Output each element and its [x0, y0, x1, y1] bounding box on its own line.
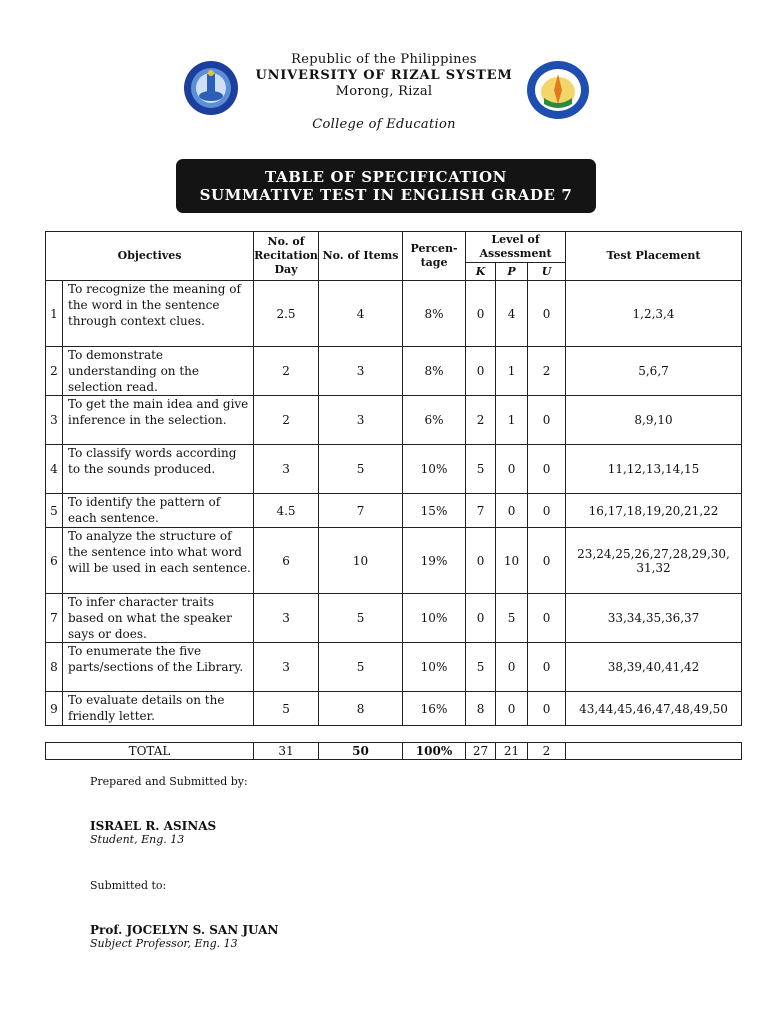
total-recitation: 31 [254, 743, 319, 760]
row-number: 8 [46, 643, 63, 692]
recitation-cell: 5 [254, 692, 319, 726]
total-label: TOTAL [46, 743, 254, 760]
items-cell: 3 [319, 347, 403, 396]
u-cell: 0 [528, 643, 566, 692]
u-cell: 0 [528, 594, 566, 643]
total-placement [566, 743, 742, 760]
items-cell: 5 [319, 594, 403, 643]
table-row [46, 692, 742, 726]
table-row [46, 281, 742, 347]
header-percentage: Percen-tage [403, 232, 466, 281]
percentage-cell: 10% [403, 594, 466, 643]
document-header [0, 52, 768, 132]
header-items: No. of Items [319, 232, 403, 281]
items-cell: 5 [319, 643, 403, 692]
objective-cell: To get the main idea and give inference in the selection. [63, 396, 254, 445]
row-number: 1 [46, 281, 63, 347]
table-row [46, 643, 742, 692]
header-recitation-days: No. of Recitation Day [254, 232, 319, 281]
total-u: 2 [528, 743, 566, 760]
row-number: 2 [46, 347, 63, 396]
objective-cell: To analyze the structure of the sentence into what word will be used in each sentence. [63, 528, 254, 594]
recitation-cell: 2 [254, 347, 319, 396]
k-cell: 0 [466, 281, 496, 347]
university-name: UNIVERSITY OF RIZAL SYSTEM [255, 68, 513, 83]
p-cell: 0 [496, 445, 528, 494]
k-cell: 5 [466, 445, 496, 494]
percentage-cell: 10% [403, 643, 466, 692]
recitation-cell: 6 [254, 528, 319, 594]
specification-table [45, 231, 742, 726]
k-cell: 7 [466, 494, 496, 528]
objective-cell: To demonstrate understanding on the selection read. [63, 347, 254, 396]
header-p: P [496, 263, 528, 281]
total-k: 27 [466, 743, 496, 760]
preparer-block [90, 819, 216, 846]
placement-cell: 33,34,35,36,37 [566, 594, 742, 643]
title-line-1: TABLE OF SPECIFICATION [265, 168, 507, 186]
objective-cell: To recognize the meaning of the word in the sentence through context clues. [63, 281, 254, 347]
items-cell: 4 [319, 281, 403, 347]
percentage-cell: 19% [403, 528, 466, 594]
recipient-block [90, 923, 278, 950]
objective-cell: To evaluate details on the friendly letter. [63, 692, 254, 726]
title-banner [176, 159, 596, 213]
recipient-name: Prof. JOCELYN S. SAN JUAN [90, 923, 279, 937]
percentage-cell: 8% [403, 347, 466, 396]
u-cell: 0 [528, 528, 566, 594]
p-cell: 0 [496, 643, 528, 692]
total-items: 50 [319, 743, 403, 760]
k-cell: 0 [466, 528, 496, 594]
items-cell: 3 [319, 396, 403, 445]
recitation-cell: 3 [254, 594, 319, 643]
row-number: 7 [46, 594, 63, 643]
header-level-of-assessment: Level of Assessment [466, 232, 566, 263]
total-row [46, 743, 742, 760]
table-row [46, 528, 742, 594]
percentage-cell: 15% [403, 494, 466, 528]
republic-line: Republic of the Philippines [291, 52, 477, 67]
preparer-name: ISRAEL R. ASINAS [90, 819, 217, 833]
percentage-cell: 6% [403, 396, 466, 445]
title-line-2: SUMMATIVE TEST IN ENGLISH GRADE 7 [199, 186, 573, 204]
items-cell: 5 [319, 445, 403, 494]
placement-cell: 43,44,45,46,47,48,49,50 [566, 692, 742, 726]
u-cell: 0 [528, 692, 566, 726]
placement-cell: 5,6,7 [566, 347, 742, 396]
recitation-cell: 3 [254, 643, 319, 692]
percentage-cell: 8% [403, 281, 466, 347]
row-number: 6 [46, 528, 63, 594]
p-cell: 1 [496, 396, 528, 445]
p-cell: 0 [496, 494, 528, 528]
row-number: 9 [46, 692, 63, 726]
header-u: U [528, 263, 566, 281]
location-line: Morong, Rizal [335, 84, 433, 99]
row-number: 5 [46, 494, 63, 528]
recitation-cell: 2.5 [254, 281, 319, 347]
k-cell: 8 [466, 692, 496, 726]
u-cell: 0 [528, 445, 566, 494]
items-cell: 10 [319, 528, 403, 594]
placement-cell: 23,24,25,26,27,28,29,30, 31,32 [566, 528, 742, 594]
placement-cell: 8,9,10 [566, 396, 742, 445]
u-cell: 0 [528, 494, 566, 528]
k-cell: 0 [466, 347, 496, 396]
prepared-by-label: Prepared and Submitted by: [90, 775, 248, 788]
total-row-table [45, 742, 742, 760]
recipient-role: Subject Professor, Eng. 13 [90, 937, 238, 950]
preparer-role: Student, Eng. 13 [90, 833, 185, 846]
submitted-to-label: Submitted to: [90, 879, 167, 892]
items-cell: 7 [319, 494, 403, 528]
table-row [46, 494, 742, 528]
table-row [46, 594, 742, 643]
header-objectives: Objectives [46, 232, 254, 281]
p-cell: 1 [496, 347, 528, 396]
k-cell: 5 [466, 643, 496, 692]
recitation-cell: 3 [254, 445, 319, 494]
placement-cell: 38,39,40,41,42 [566, 643, 742, 692]
p-cell: 10 [496, 528, 528, 594]
objective-cell: To identify the pattern of each sentence. [63, 494, 254, 528]
table-row [46, 347, 742, 396]
placement-cell: 1,2,3,4 [566, 281, 742, 347]
p-cell: 0 [496, 692, 528, 726]
row-number: 3 [46, 396, 63, 445]
total-p: 21 [496, 743, 528, 760]
placement-cell: 11,12,13,14,15 [566, 445, 742, 494]
k-cell: 0 [466, 594, 496, 643]
row-number: 4 [46, 445, 63, 494]
college-name: College of Education [312, 117, 456, 132]
u-cell: 0 [528, 281, 566, 347]
total-percentage: 100% [403, 743, 466, 760]
items-cell: 8 [319, 692, 403, 726]
u-cell: 0 [528, 396, 566, 445]
objective-cell: To infer character traits based on what the speaker says or does. [63, 594, 254, 643]
table-row [46, 445, 742, 494]
recitation-cell: 2 [254, 396, 319, 445]
k-cell: 2 [466, 396, 496, 445]
percentage-cell: 16% [403, 692, 466, 726]
objective-cell: To enumerate the five parts/sections of the Library. [63, 643, 254, 692]
percentage-cell: 10% [403, 445, 466, 494]
table-row [46, 396, 742, 445]
p-cell: 5 [496, 594, 528, 643]
p-cell: 4 [496, 281, 528, 347]
objective-cell: To classify words according to the sounds produced. [63, 445, 254, 494]
u-cell: 2 [528, 347, 566, 396]
placement-cell: 16,17,18,19,20,21,22 [566, 494, 742, 528]
header-test-placement: Test Placement [566, 232, 742, 281]
header-k: K [466, 263, 496, 281]
recitation-cell: 4.5 [254, 494, 319, 528]
